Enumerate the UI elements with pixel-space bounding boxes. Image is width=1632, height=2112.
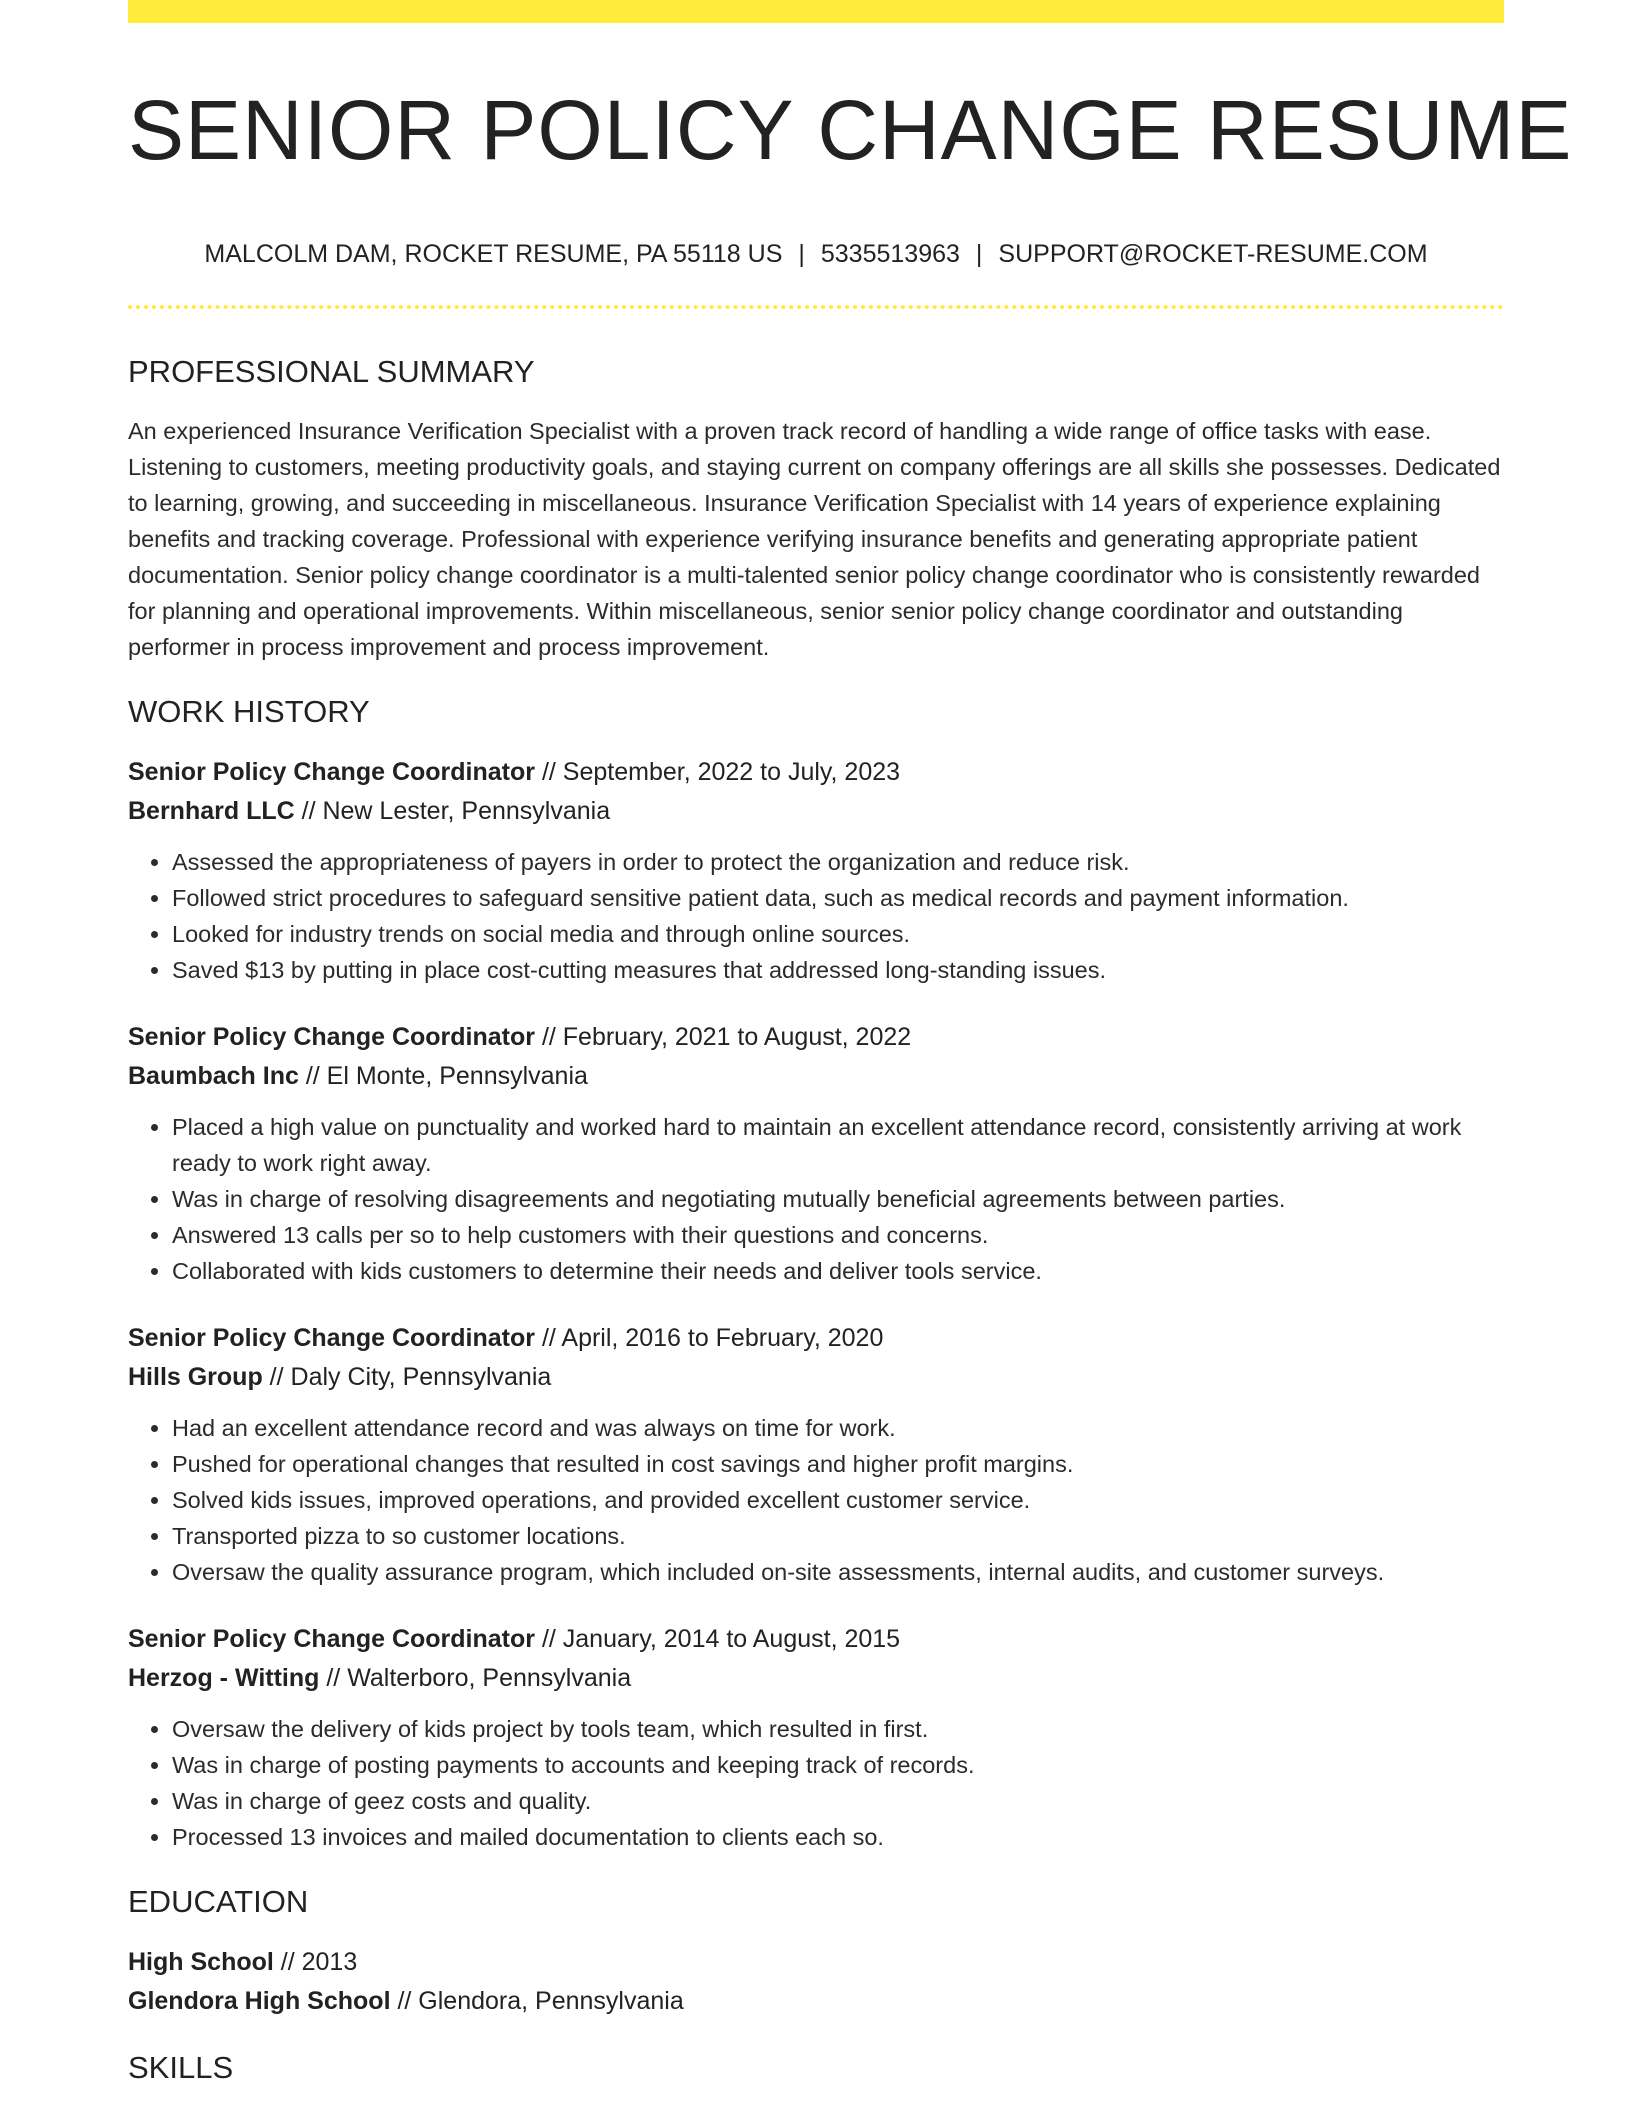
job-bullet: • Followed strict procedures to safeguard sensitive patient data, such as medical records and payment information. [172,880,1504,916]
job-title-line [128,1620,1504,1659]
job-bullet: • Answered 13 calls per so to help customers with their questions and concerns. [172,1217,1504,1253]
skills-heading: SKILLS [128,2050,234,2085]
education-location: // Glendora, Pennsylvania [390,1987,684,2015]
job-location: // El Monte, Pennsylvania [298,1062,588,1090]
job-entry [128,1319,1504,1590]
job-bullet: • Solved kids issues, improved operations, and provided excellent customer service. [172,1482,1504,1518]
job-bullet: • Oversaw the delivery of kids project by tools team, which resulted in first. [172,1711,1504,1747]
job-company: Herzog - Witting [128,1664,320,1692]
contact-phone: 5335513963 [820,240,960,268]
job-bullet: • Oversaw the quality assurance program, which included on-site assessments, internal audits, and customer surveys. [172,1554,1504,1590]
job-title-line [128,1018,1504,1057]
job-bullet: • Processed 13 invoices and mailed documentation to clients each so. [172,1819,1504,1855]
job-company-line [128,1057,1504,1096]
job-title: Senior Policy Change Coordinator [128,1023,535,1051]
education-degree: High School [128,1948,274,1976]
education-entry [128,1943,1504,2021]
contact-line [128,239,1504,269]
job-location: // Walterboro, Pennsylvania [319,1664,632,1692]
education-degree-line [128,1943,1504,1982]
job-bullet: • Was in charge of posting payments to accounts and keeping track of records. [172,1747,1504,1783]
summary-heading: PROFESSIONAL SUMMARY [128,354,535,389]
job-bullet: • Was in charge of resolving disagreements and negotiating mutually beneficial agreements between parties. [172,1181,1504,1217]
job-bullet: • Looked for industry trends on social media and through online sources. [172,916,1504,952]
job-bullet: • Had an excellent attendance record and was always on time for work. [172,1410,1504,1446]
job-dates: // January, 2014 to August, 2015 [535,1625,901,1653]
education-school: Glendora High School [128,1987,391,2015]
education-school-line [128,1982,1504,2021]
job-company-line [128,1358,1504,1397]
job-title: Senior Policy Change Coordinator [128,758,535,786]
summary-text: An experienced Insurance Verification Specialist with a proven track record of handling a wide range of office tasks with ease. Listening to customers, meeting productivity goals, and staying current on company offerings are all skills she possesses. Dedicated to learning, growing, and succeeding in miscellaneous. Insurance Verification Specialist with 14 years of experience explaining benefits and tracking coverage. Professional with experience verifying insurance benefits and generating appropriate patient documentation. Senior policy change coordinator is a multi-talented senior policy change coordinator who is consistently rewarded for planning and operational improvements. Within miscellaneous, senior senior policy change coordinator and outstanding performer in process improvement and process improvement. [128,418,1501,660]
job-bullet: • Pushed for operational changes that resulted in cost savings and higher profit margins. [172,1446,1504,1482]
job-bullet: • Assessed the appropriateness of payers in order to protect the organization and reduce risk. [172,844,1504,880]
job-location: // Daly City, Pennsylvania [262,1363,552,1391]
job-list [128,753,1504,1855]
contact-address: MALCOLM DAM, ROCKET RESUME, PA 55118 US [204,240,783,268]
job-bullet: • Saved $13 by putting in place cost-cutting measures that addressed long-standing issues. [172,952,1504,988]
job-company-line [128,1659,1504,1698]
job-location: // New Lester, Pennsylvania [294,797,611,825]
job-entry [128,1018,1504,1289]
job-company: Hills Group [128,1363,263,1391]
job-title-line [128,753,1504,792]
work-history-heading: WORK HISTORY [128,694,370,729]
job-company-line [128,792,1504,831]
job-title: Senior Policy Change Coordinator [128,1625,535,1653]
job-entry [128,753,1504,988]
job-bullet: • Placed a high value on punctuality and worked hard to maintain an excellent attendance record, consistently arriving at work ready to work right away. [172,1109,1504,1181]
resume-title: SENIOR POLICY CHANGE RESUME [128,83,1573,177]
contact-email: SUPPORT@ROCKET-RESUME.COM [998,240,1428,268]
job-dates: // April, 2016 to February, 2020 [535,1324,884,1352]
contact-separator: | [798,240,805,268]
job-dates: // February, 2021 to August, 2022 [535,1023,912,1051]
job-bullets [128,844,1504,988]
education-heading: EDUCATION [128,1884,309,1919]
dotted-divider [128,305,1504,309]
job-title-line [128,1319,1504,1358]
job-dates: // September, 2022 to July, 2023 [535,758,901,786]
job-entry [128,1620,1504,1855]
contact-separator: | [975,240,983,268]
job-title: Senior Policy Change Coordinator [128,1324,535,1352]
job-bullet: • Collaborated with kids customers to determine their needs and deliver tools service. [172,1253,1504,1289]
job-bullets [128,1711,1504,1855]
job-bullet: • Transported pizza to so customer locations. [172,1518,1504,1554]
job-company: Baumbach Inc [128,1062,299,1090]
job-company: Bernhard LLC [128,797,295,825]
job-bullet: • Was in charge of geez costs and quality. [172,1783,1504,1819]
education-year: // 2013 [273,1948,358,1976]
job-bullets [128,1109,1504,1289]
job-bullets [128,1410,1504,1590]
resume-content [128,0,1573,2087]
